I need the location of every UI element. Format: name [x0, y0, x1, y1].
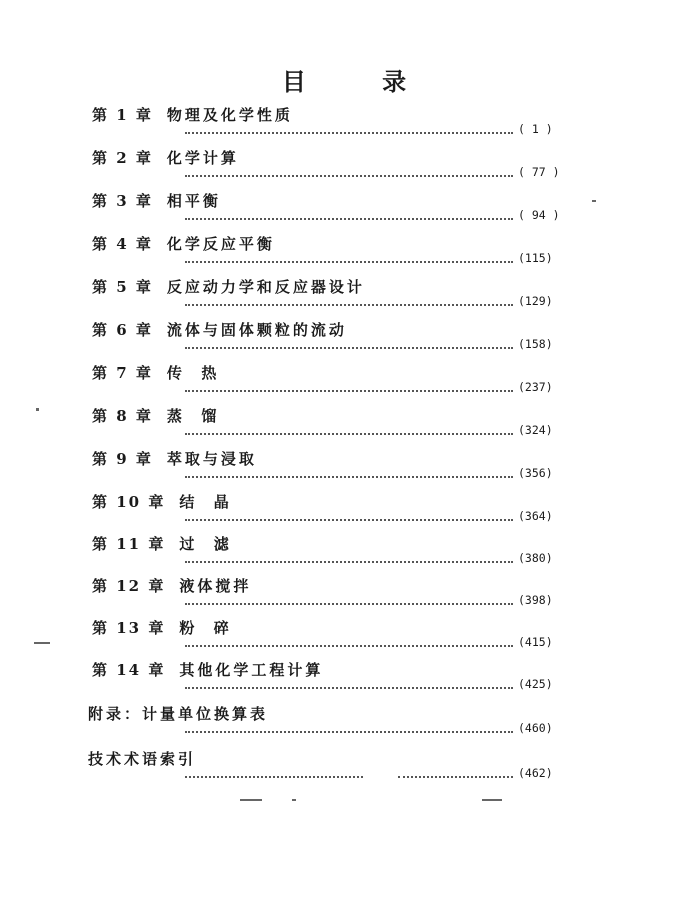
toc-entry-chapter-3 [0, 190, 700, 232]
chapter-title: 传 热 [166, 364, 220, 382]
chapter-number: 第 3 章 [92, 192, 153, 210]
scan-speck [34, 642, 50, 644]
toc-heading [88, 748, 196, 769]
dot-leader [185, 380, 513, 392]
toc-entry-chapter-8 [0, 405, 700, 447]
toc-entry-chapter-2 [0, 147, 700, 189]
dot-leader [185, 294, 513, 306]
page-title: 目 录 [281, 68, 441, 96]
chapter-number: 第 11 章 [92, 535, 166, 553]
chapter-number: 第 1 章 [92, 106, 153, 124]
chapter-number: 第 7 章 [92, 364, 153, 382]
dot-leader [185, 509, 513, 521]
dot-leader [185, 251, 513, 263]
chapter-number: 第 12 章 [92, 577, 166, 595]
page-number: (398) [518, 593, 553, 607]
dot-leader [185, 766, 363, 778]
dot-leader [185, 466, 513, 478]
dot-leader [185, 337, 513, 349]
chapter-number: 第 9 章 [92, 450, 153, 468]
page-number: ( 1 ) [518, 122, 553, 136]
chapter-title: 流体与固体颗粒的流动 [166, 321, 347, 339]
toc-entry-chapter-10 [0, 491, 700, 533]
page-number: (324) [518, 423, 553, 437]
scan-speck [592, 200, 596, 202]
toc-entry-chapter-9 [0, 448, 700, 490]
toc-entry-chapter-4 [0, 233, 700, 275]
chapter-number: 第 10 章 [92, 493, 166, 511]
index-title: 技术术语索引 [88, 750, 197, 768]
chapter-title: 萃取与浸取 [166, 450, 257, 468]
chapter-title: 化学反应平衡 [166, 235, 275, 253]
page-number: (364) [518, 509, 553, 523]
page-number: (415) [518, 635, 553, 649]
dot-leader [185, 208, 513, 220]
chapter-title: 其他化学工程计算 [179, 661, 324, 679]
chapter-number: 第 6 章 [92, 321, 153, 339]
toc-entry-index [0, 748, 700, 790]
toc-entry-chapter-14 [0, 659, 700, 701]
dot-leader [185, 423, 513, 435]
chapter-title: 结 晶 [179, 493, 232, 511]
chapter-title: 过 滤 [179, 535, 232, 553]
scan-speck [240, 799, 262, 801]
chapter-number: 第 4 章 [92, 235, 153, 253]
scan-speck [292, 799, 296, 801]
toc-entry-chapter-11 [0, 533, 700, 575]
chapter-number: 第 5 章 [92, 278, 153, 296]
chapter-title: 蒸 馏 [166, 407, 220, 425]
chapter-title: 粉 碎 [179, 619, 232, 637]
chapter-number: 第 8 章 [92, 407, 153, 425]
toc-entry-appendix [0, 703, 700, 745]
chapter-title: 反应动力学和反应器设计 [166, 278, 365, 296]
page-number: (462) [518, 766, 553, 780]
toc-entry-chapter-13 [0, 617, 700, 659]
dot-leader [185, 721, 513, 733]
chapter-title: 液体搅拌 [179, 577, 252, 595]
dot-leader [185, 551, 513, 563]
chapter-title: 化学计算 [166, 149, 239, 167]
dot-leader [185, 677, 513, 689]
page-number: (115) [518, 251, 553, 265]
page-number: (356) [518, 466, 553, 480]
chapter-title: 相平衡 [166, 192, 221, 210]
scan-speck [482, 799, 502, 801]
page-number: (129) [518, 294, 553, 308]
page-number: (158) [518, 337, 553, 351]
toc-entry-chapter-1 [0, 104, 700, 146]
toc-entry-chapter-12 [0, 575, 700, 617]
appendix-title: 附录：计量单位换算表 [88, 705, 269, 723]
dot-leader [185, 635, 513, 647]
dot-leader [398, 766, 513, 778]
page-number: (425) [518, 677, 553, 691]
toc-entry-chapter-7 [0, 362, 700, 404]
page-number: ( 94 ) [518, 208, 560, 222]
toc-entry-chapter-5 [0, 276, 700, 318]
page-number: (460) [518, 721, 553, 735]
scan-speck [36, 408, 39, 411]
page-number: (237) [518, 380, 553, 394]
chapter-number: 第 2 章 [92, 149, 153, 167]
chapter-number: 第 13 章 [92, 619, 166, 637]
dot-leader [185, 122, 513, 134]
dot-leader [185, 165, 513, 177]
chapter-title: 物理及化学性质 [166, 106, 293, 124]
page-number: ( 77 ) [518, 165, 560, 179]
page-number: (380) [518, 551, 553, 565]
dot-leader [185, 593, 513, 605]
chapter-number: 第 14 章 [92, 661, 166, 679]
toc-entry-chapter-6 [0, 319, 700, 361]
